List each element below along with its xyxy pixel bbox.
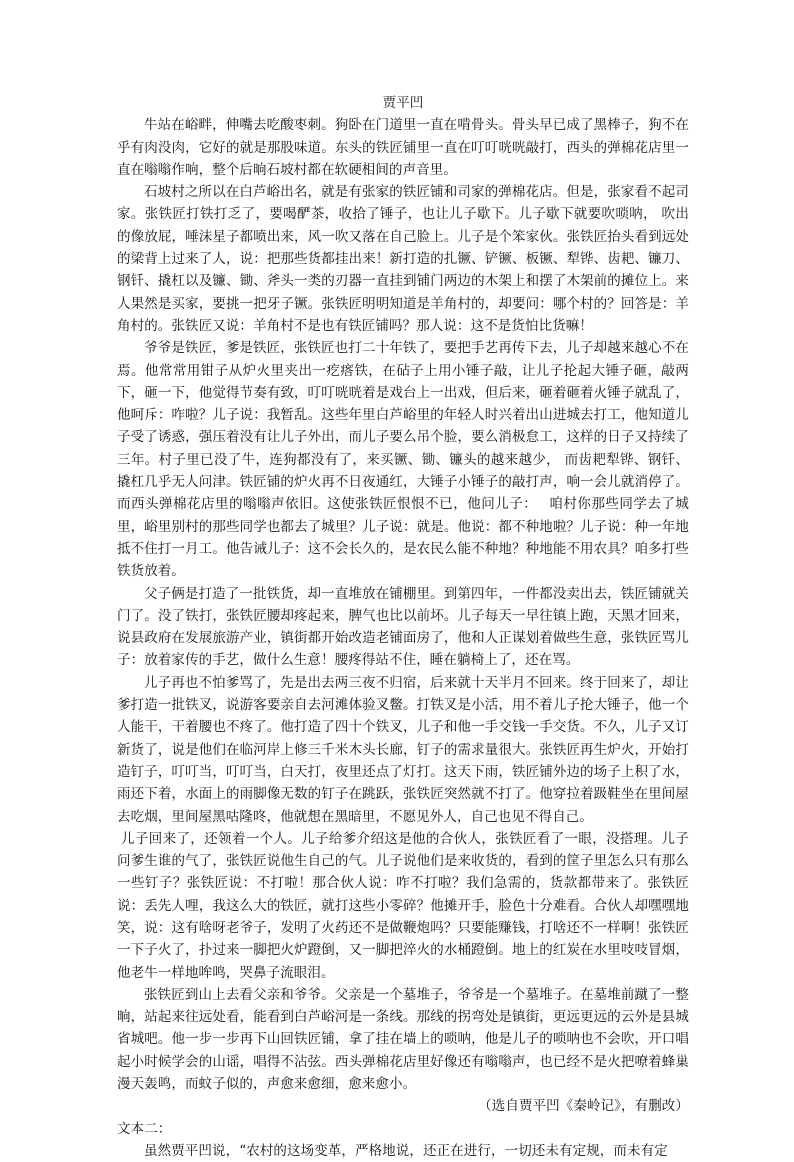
paragraph-2: 石坡村之所以在白芦峪出名，就是有张家的铁匠铺和司家的弹棉花店。但是，张家看不起司家。张铁匠打铁打乏了，要喝酽茶，收拾了锤子，也让儿子歇下。儿子歇下就要吹唢呐， 吹出的像放屁，唾沫星子都喷出来，风一吹又落在自己脸上。儿子是个笨家伙。张铁匠抬头看到远处的梁背上过来了人，说：把那些货都挂出来！新打造的扎镢、铲镢、板镢、犁铧、齿耙、镰刀、钢钎、撬杠以及镰、锄、斧头一类的刃器一直挂到铺门两边的木架上和摆了木架前的摊位上。来人果然是买家，要挑一把牙子镢。张铁匠明明知道是羊角村的，却要问：哪个村的？回答是：羊角村的。张铁匠又说：羊角村不是也有铁匠铺吗？那人说：这不是货怕比货嘛！ — [117, 184, 689, 334]
text2-paragraph-1: 虽然贾平凹说，“农村的这场变革，严格地说，还正在进行，一切还未有定规，而未有定 — [144, 1142, 668, 1159]
document-page — [117, 92, 689, 1162]
paragraph-7: 张铁匠到山上去看父亲和爷爷。父亲是一个墓堆子，爷爷是一个墓堆子。在墓堆前蹴了一整晌，站起来往远处看，能看到白芦峪河是一条线。那线的拐弯处是镇街，更远更远的云外是县城省城吧。他一步一步再下山回铁匠铺，拿了挂在墙上的唢呐，他是儿子的唢呐也不会吹，开口唱起小时候学会的山谣，唱得不沾弦。西头弹棉花店里好像还有嗡嗡声，也已经不是火把嘹着蜂巢漫天轰鸣，而蚊子似的，声愈来愈细，愈来愈小。 — [117, 986, 689, 1093]
source-citation: （选自贾平凹《秦岭记》，有删改） — [478, 1098, 689, 1115]
paragraph-3: 爷爷是铁匠，爹是铁匠，张铁匠也打二十年铁了，要把手艺再传下去，儿子却越来越心不在焉。他常常用钳子从炉火里夹出一疙瘩铁，在砧子上用小锤子敲，让儿子抡起大锤子砸，敲两下，砸一下，他觉得节奏有致，叮叮咣咣着是戏台上一出戏，但后来，砸着砸着火锤子就乱了，他呵斥：咋啦？儿子说：我暂乱。这些年里白芦峪里的年轻人时兴着出山进城去打工，他知道儿子受了诱惑，强压着没有让儿子外出，而儿子要么吊个脸，要么消极怠工，这样的日子又持续了三年。村子里已没了牛，连狗都没有了，来买镢、锄、镰头的越来越少， 而齿耙犁铧、钢钎、撬杠几乎无人问津。铁匠铺的炉火再不日夜通红，大锤子小锤子的敲打声，响一会儿就消停了。而西头弹棉花店里的嗡嗡声依旧。这使张铁匠恨恨不已，他问儿子： 咱村你那些同学去了城里，峪里别村的那些同学也都去了城里？儿子说：就是。他说：都不种地啦？儿子说：种一年地抵不住打一月工。他告诫儿子：这不会长久的，是农民么能不种地？种地能不用农具？咱多打些铁货放着。 — [117, 340, 689, 580]
paragraph-1: 牛站在峪畔，伸嘴去吃酸枣刺。狗卧在门道里一直在啃骨头。骨头早已成了黑棒子，狗不在乎有肉没肉，它好的就是那股味道。东头的铁匠铺里一直在叮叮咣咣敲打，西头的弹棉花店里一直在嗡嗡作响，整个后晌石坡村都在软硬相间的声音里。 — [117, 117, 689, 178]
paragraph-6: 儿子回来了，还领着一个人。儿子给爹介绍这是他的合伙人，张铁匠看了一眼，没搭理。儿子问爹生谁的气了，张铁匠说他生自己的气。儿子说他们是来收货的，看到的筐子里怎么只有那么一些钉子？张铁匠说：不打啦！那合伙人说：咋不打啦？我们急需的，货款都带来了。张铁匠说：丢先人哩，我这么大的铁匠，就打这些小零碎？他摊开手，脸色十分难看。合伙人却嘿嘿地笑，说：这有啥呀老爷子，发明了火药还不是做鞭炮吗？只要能赚钱，打啥还不一样啊！张铁匠一下子火了，扑过来一脚把火炉蹬倒，又一脚把淬火的水桶蹬倒。地上的红炭在水里吱吱冒烟，他老牛一样地哞鸣，哭鼻子流眼泪。 — [117, 830, 689, 981]
paragraph-4: 父子俩是打造了一批铁货，却一直堆放在铺棚里。到第四年，一件都没卖出去，铁匠铺就关门了。没了铁打，张铁匠腰却疼起来，脾气也比以前坏。儿子每天一早往镇上跑，天黑才回来，说县政府在发展旅游产业，镇街都开始改造老铺面房了，他和人正谋划着做些生意，张铁匠骂儿子：放着家传的手艺，做什么生意！腰疼得站不住，睡在躺椅上了，还在骂。 — [117, 585, 689, 669]
paragraph-5: 儿子再也不怕爹骂了，先是出去两三夜不归宿，后来就十天半月不回来。终于回来了，却让爹打造一批铁叉，说游客要亲自去河滩体验叉鳖。打铁叉是小活，用不着儿子抡大锤子，他一个人能干，干着腰也不疼了。他打造了四十个铁叉，儿子和他一手交钱一手交货。不久，儿子又订新货了，说是他们在临河岸上修三千米木头长廊，钉子的需求量很大。张铁匠再生炉火，开始打造钉子，叮叮当，叮叮当，白天打，夜里还点了灯打。这天下雨，铁匠铺外边的场子上积了水，雨还下着，水面上的雨脚像无数的钉子在跳跃，张铁匠突然就不打了。他穿拉着趿鞋坐在里间屋去吃烟，里间屋黑咕隆咚，他就想在黑暗里，不愿见外人，自己也见不得自己。 — [117, 674, 689, 825]
section-label-text2: 文本二： — [117, 1120, 172, 1137]
author-title: 贾平凹 — [382, 95, 424, 111]
